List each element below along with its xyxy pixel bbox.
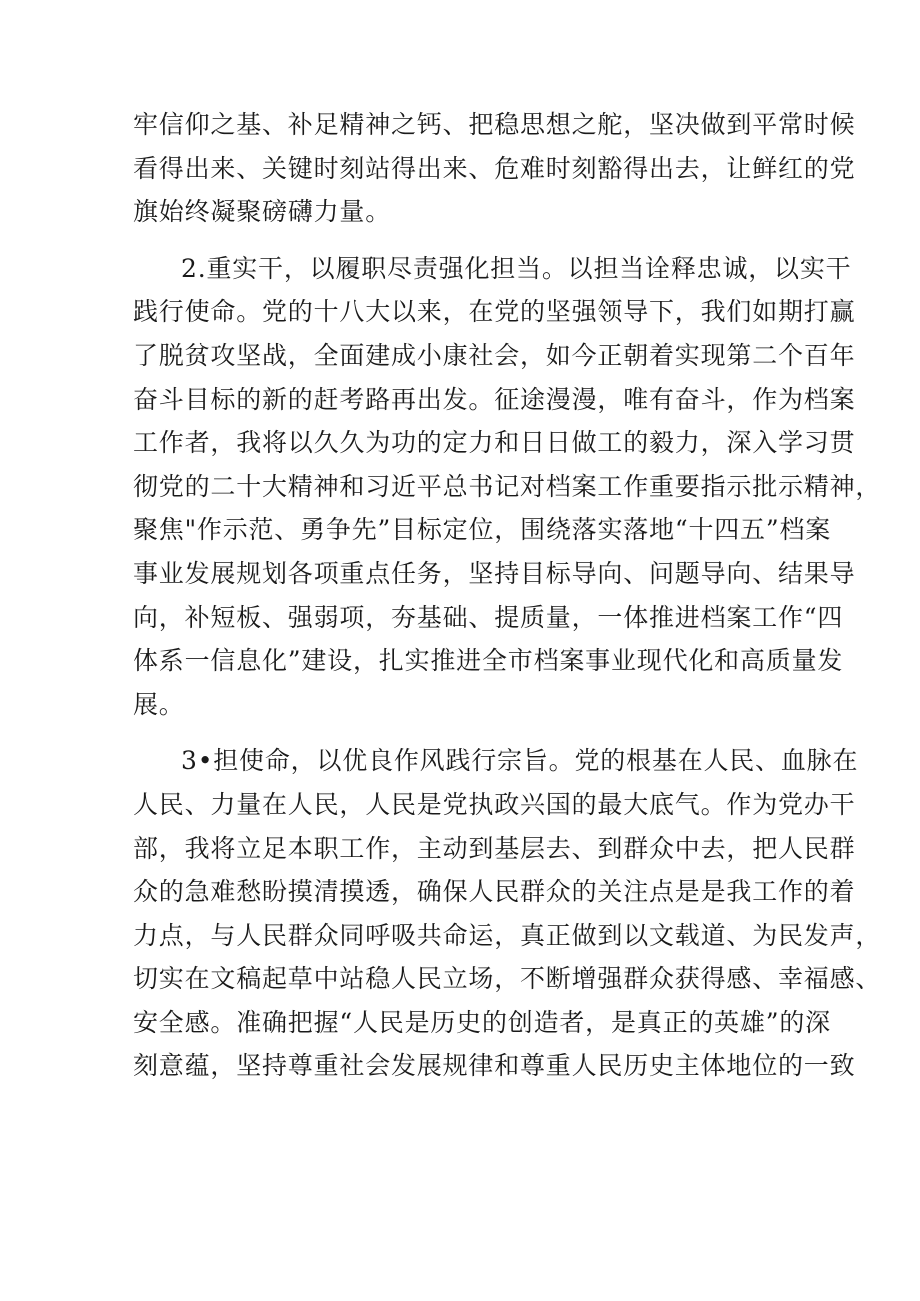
text-line: 牢信仰之基、补足精神之钙、把稳思想之舵，坚决做到平常时候 [133,110,856,139]
text-line: 了脱贫攻坚战，全面建成小康社会，如今正朝着实现第二个百年 [133,340,856,370]
text-line: 展。 [133,689,185,719]
text-line: 奋斗目标的新的赶考路再出发。征途漫漫，唯有奋斗，作为档案 [133,384,856,414]
text-line: 2.重实干，以履职尽责强化担当。以担当诠释忠诚，以实干 [181,253,852,283]
text-line: 人民、力量在人民，人民是党执政兴国的最大底气。作为党办干 [133,789,856,819]
text-line: 彻党的二十大精神和习近平总书记对档案工作重要指示批示精神， [133,471,882,501]
text-line: 旗始终凝聚磅礴力量。 [133,197,392,227]
text-line: 刻意蕴，坚持尊重社会发展规律和尊重人民历史主体地位的一致 [133,1051,856,1081]
text-line: 切实在文稿起草中站稳人民立场，不断增强群众获得感、幸福感、 [133,964,882,994]
text-line: 看得出来、关键时刻站得出来、危难时刻豁得出去，让鲜红的党 [133,153,856,183]
text-line: 工作者，我将以久久为功的定力和日日做工的毅力，深入学习贯 [133,428,856,458]
text-line: 众的急难愁盼摸清摸透，确保人民群众的关注点是是我工作的着 [133,877,856,907]
paragraph-2 [133,247,882,727]
paragraph-gap [133,234,793,247]
paragraph-gap [133,726,793,739]
document-body [133,103,882,1088]
text-line: 3•担使命，以优良作风践行宗旨。党的根基在人民、血脉在 [181,746,859,776]
text-line: 部，我将立足本职工作，主动到基层去、到群众中去，把人民群 [133,833,856,863]
text-line: 聚焦"作示范、勇争先”目标定位，围绕落实落地“十四五”档案 [133,515,832,545]
text-line: 事业发展规划各项重点任务，坚持目标导向、问题导向、结果导 [133,558,856,588]
text-line: 体系一信息化”建设，扎实推进全市档案事业现代化和高质量发 [133,646,844,676]
text-line: 力点，与人民群众同呼吸共命运，真正做到以文载道、为民发声， [133,920,882,950]
text-line: 向，补短板、强弱项，夯基础、提质量，一体推进档案工作“四 [133,602,844,632]
paragraph-3 [133,739,882,1088]
text-line: 安全感。准确把握“人民是历史的创造者，是真正的英雄”的深 [133,1007,831,1037]
text-line: 践行使命。党的十八大以来，在党的坚强领导下，我们如期打赢 [133,297,856,327]
paragraph-1 [133,103,856,234]
